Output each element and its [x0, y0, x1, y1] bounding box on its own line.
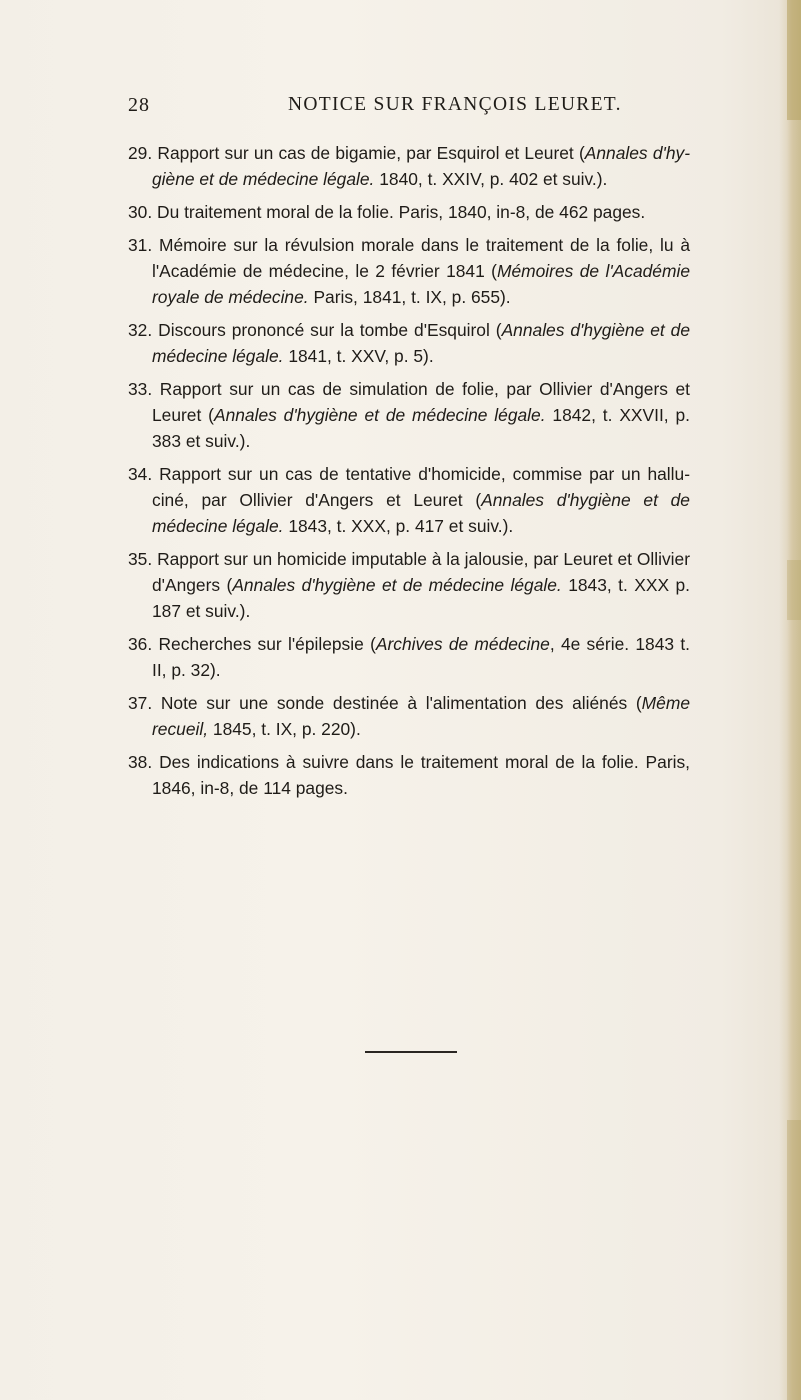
bibliography-list — [128, 140, 690, 808]
entry-journal: Archives de médecine — [375, 634, 550, 654]
bibliography-entry — [128, 376, 690, 454]
entry-text: Note sur une sonde destinée à l'alimentation des aliénés ( — [160, 693, 642, 713]
entry-number: 32. — [128, 320, 153, 340]
entry-number: 31. — [128, 235, 153, 255]
bibliography-entry — [128, 690, 690, 742]
bibliography-entry — [128, 749, 690, 801]
entry-journal: Annales d'hygiène et de médecine légale. — [232, 575, 562, 595]
entry-number: 36. — [128, 634, 153, 654]
entry-citation: 1843, t. XXX, p. 417 et suiv.). — [283, 516, 514, 536]
end-rule — [365, 1051, 457, 1053]
bibliography-entry — [128, 461, 690, 539]
entry-text: Rapport sur un cas de bigamie, par Esquirol et Leuret ( — [157, 143, 585, 163]
entry-text: Des indications à suivre dans le traitement moral de la folie. Paris, 1846, in-8, de 114 pages. — [152, 752, 690, 798]
entry-citation: 1843, t. XXX p. 187 et suiv.). — [152, 575, 690, 621]
entry-citation: 1845, t. IX, p. 220). — [208, 719, 361, 739]
entry-journal: Même recueil, — [152, 693, 690, 739]
entry-journal: Annales d'hygiène et de médecine légale. — [152, 490, 690, 536]
entry-text: Rapport sur un cas de tentative d'homicide, commise par un halluciné, par Ollivier d'Angers et Leuret ( — [152, 464, 690, 510]
entry-journal: Annales d'hygiène et de médecine légale. — [152, 143, 690, 189]
edge-stain — [787, 1120, 801, 1400]
entry-journal: Mémoires de l'Académie royale de médecine. — [152, 261, 690, 307]
entry-citation: 1841, t. XXV, p. 5). — [283, 346, 434, 366]
entry-citation: 1840, t. XXIV, p. 402 et suiv.). — [374, 169, 608, 189]
entry-number: 37. — [128, 693, 153, 713]
entry-journal: Annales d'hygiène et de médecine légale. — [152, 320, 690, 366]
entry-citation: 1842, t. XXVII, p. 383 et suiv.). — [152, 405, 690, 451]
bibliography-entry — [128, 232, 690, 310]
bibliography-entry — [128, 631, 690, 683]
entry-number: 29. — [128, 143, 153, 163]
entry-text: Rapport sur un homicide imputable à la jalousie, par Leuret et Ollivier d'Angers ( — [152, 549, 690, 595]
entry-number: 35. — [128, 549, 153, 569]
page-header — [128, 94, 690, 130]
bibliography-entry — [128, 140, 690, 192]
entry-number: 30. — [128, 202, 153, 222]
entry-text: Recherches sur l'épilepsie ( — [158, 634, 376, 654]
page-number: 28 — [128, 94, 150, 116]
bibliography-entry — [128, 317, 690, 369]
entry-text: Du traitement moral de la folie. Paris, 1840, in-8, de 462 pages. — [157, 202, 646, 222]
entry-journal: Annales d'hygiène et de médecine légale. — [213, 405, 546, 425]
running-title: NOTICE SUR FRANÇOIS LEURET. — [288, 94, 622, 115]
entry-number: 38. — [128, 752, 153, 772]
entry-citation: Paris, 1841, t. IX, p. 655). — [308, 287, 511, 307]
edge-stain — [787, 0, 801, 120]
entry-text: Rapport sur un cas de simulation de folie, par Ollivier d'Angers et Leuret ( — [152, 379, 690, 425]
edge-stain — [787, 560, 801, 620]
entry-text: Mémoire sur la révulsion morale dans le traitement de la folie, lu à l'Académie de médecine, le 2 février 1841 ( — [152, 235, 690, 281]
bibliography-entry — [128, 199, 690, 225]
entry-text: Discours prononcé sur la tombe d'Esquirol ( — [158, 320, 502, 340]
entry-number: 34. — [128, 464, 153, 484]
entry-number: 33. — [128, 379, 153, 399]
bibliography-entry — [128, 546, 690, 624]
entry-citation: , 4e série. 1843 t. II, p. 32). — [152, 634, 690, 680]
